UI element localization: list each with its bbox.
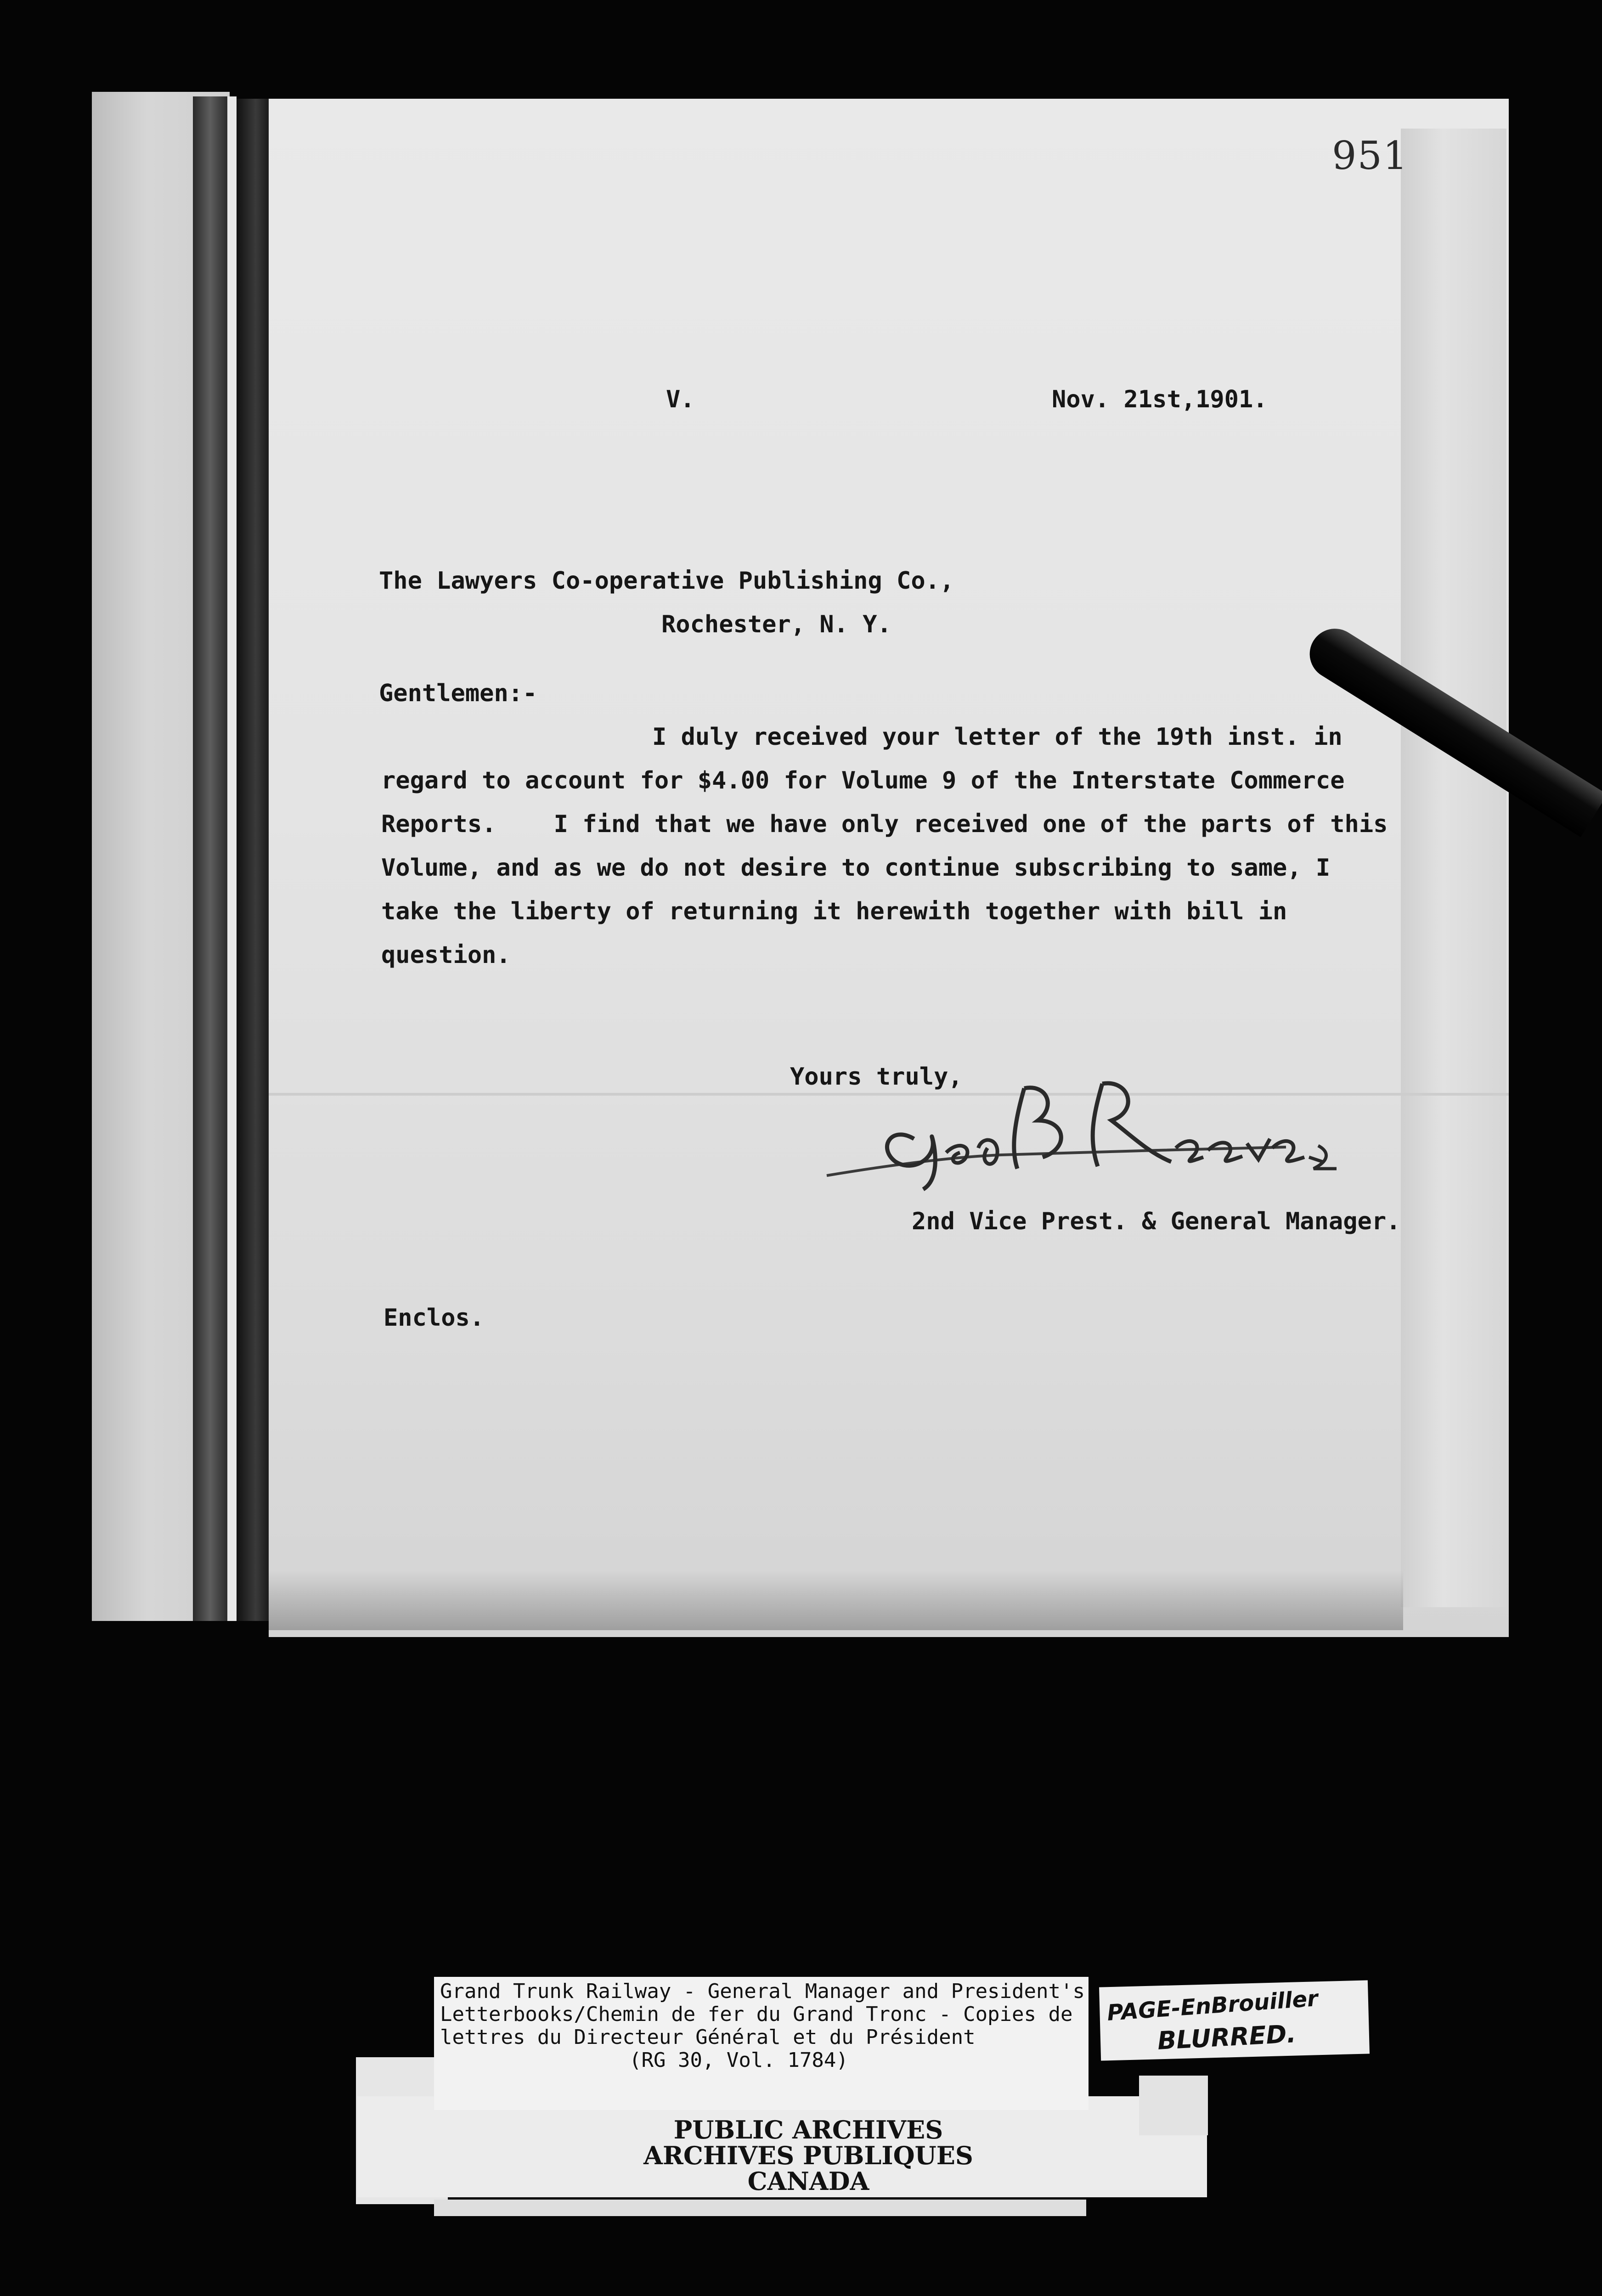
collection-line-1: Grand Trunk Railway - General Manager and President's (440, 1980, 1085, 2003)
label-tab-right (1139, 2076, 1208, 2135)
body-line-4: Volume, and as we do not desire to continue subscribing to same, I (381, 854, 1331, 882)
collection-line-2: Letterbooks/Chemin de fer du Grand Tronc - Copies de (440, 2003, 1073, 2026)
body-line-5: take the liberty of returning it herewith together with bill in (381, 898, 1287, 925)
signature (808, 1070, 1341, 1208)
salutation: Gentlemen:- (379, 680, 537, 707)
archives-line-2: ARCHIVES PUBLIQUES (643, 2141, 973, 2170)
body-line-6: question. (381, 941, 511, 969)
enclosure-note: Enclos. (384, 1304, 485, 1332)
addressee-name: The Lawyers Co-operative Publishing Co., (379, 567, 954, 595)
letter-reference: V. (666, 386, 695, 413)
collection-line-3: lettres du Directeur Général et du Président (440, 2026, 976, 2049)
body-line-1: I duly received your letter of the 19th inst. in (652, 723, 1343, 751)
label-strip (434, 2200, 1086, 2216)
handwritten-note-line-2: BLURRED. (1156, 2019, 1297, 2055)
binding-shadow (237, 99, 269, 1621)
closing: Yours truly, (790, 1063, 963, 1091)
handwritten-note-line-1: PAGE-EnBrouiller (1106, 1986, 1319, 2026)
archives-line-3: CANADA (747, 2167, 869, 2196)
archives-line-1: PUBLIC ARCHIVES (673, 2115, 943, 2144)
body-line-3: Reports. I find that we have only received one of the parts of this (381, 810, 1388, 838)
page-shadow (269, 1570, 1403, 1630)
page-number: 951 (1332, 133, 1409, 178)
collection-line-4: (RG 30, Vol. 1784) (629, 2048, 848, 2072)
signatory-title: 2nd Vice Prest. & General Manager. (912, 1208, 1401, 1235)
page-edge (1401, 129, 1506, 1607)
binding-gap (227, 96, 237, 1621)
body-line-2: regard to account for $4.00 for Volume 9 of the Interstate Commerce (381, 767, 1345, 794)
letter-date: Nov. 21st,1901. (1052, 386, 1268, 413)
binding-band (193, 96, 227, 1621)
addressee-city: Rochester, N. Y. (661, 611, 891, 638)
